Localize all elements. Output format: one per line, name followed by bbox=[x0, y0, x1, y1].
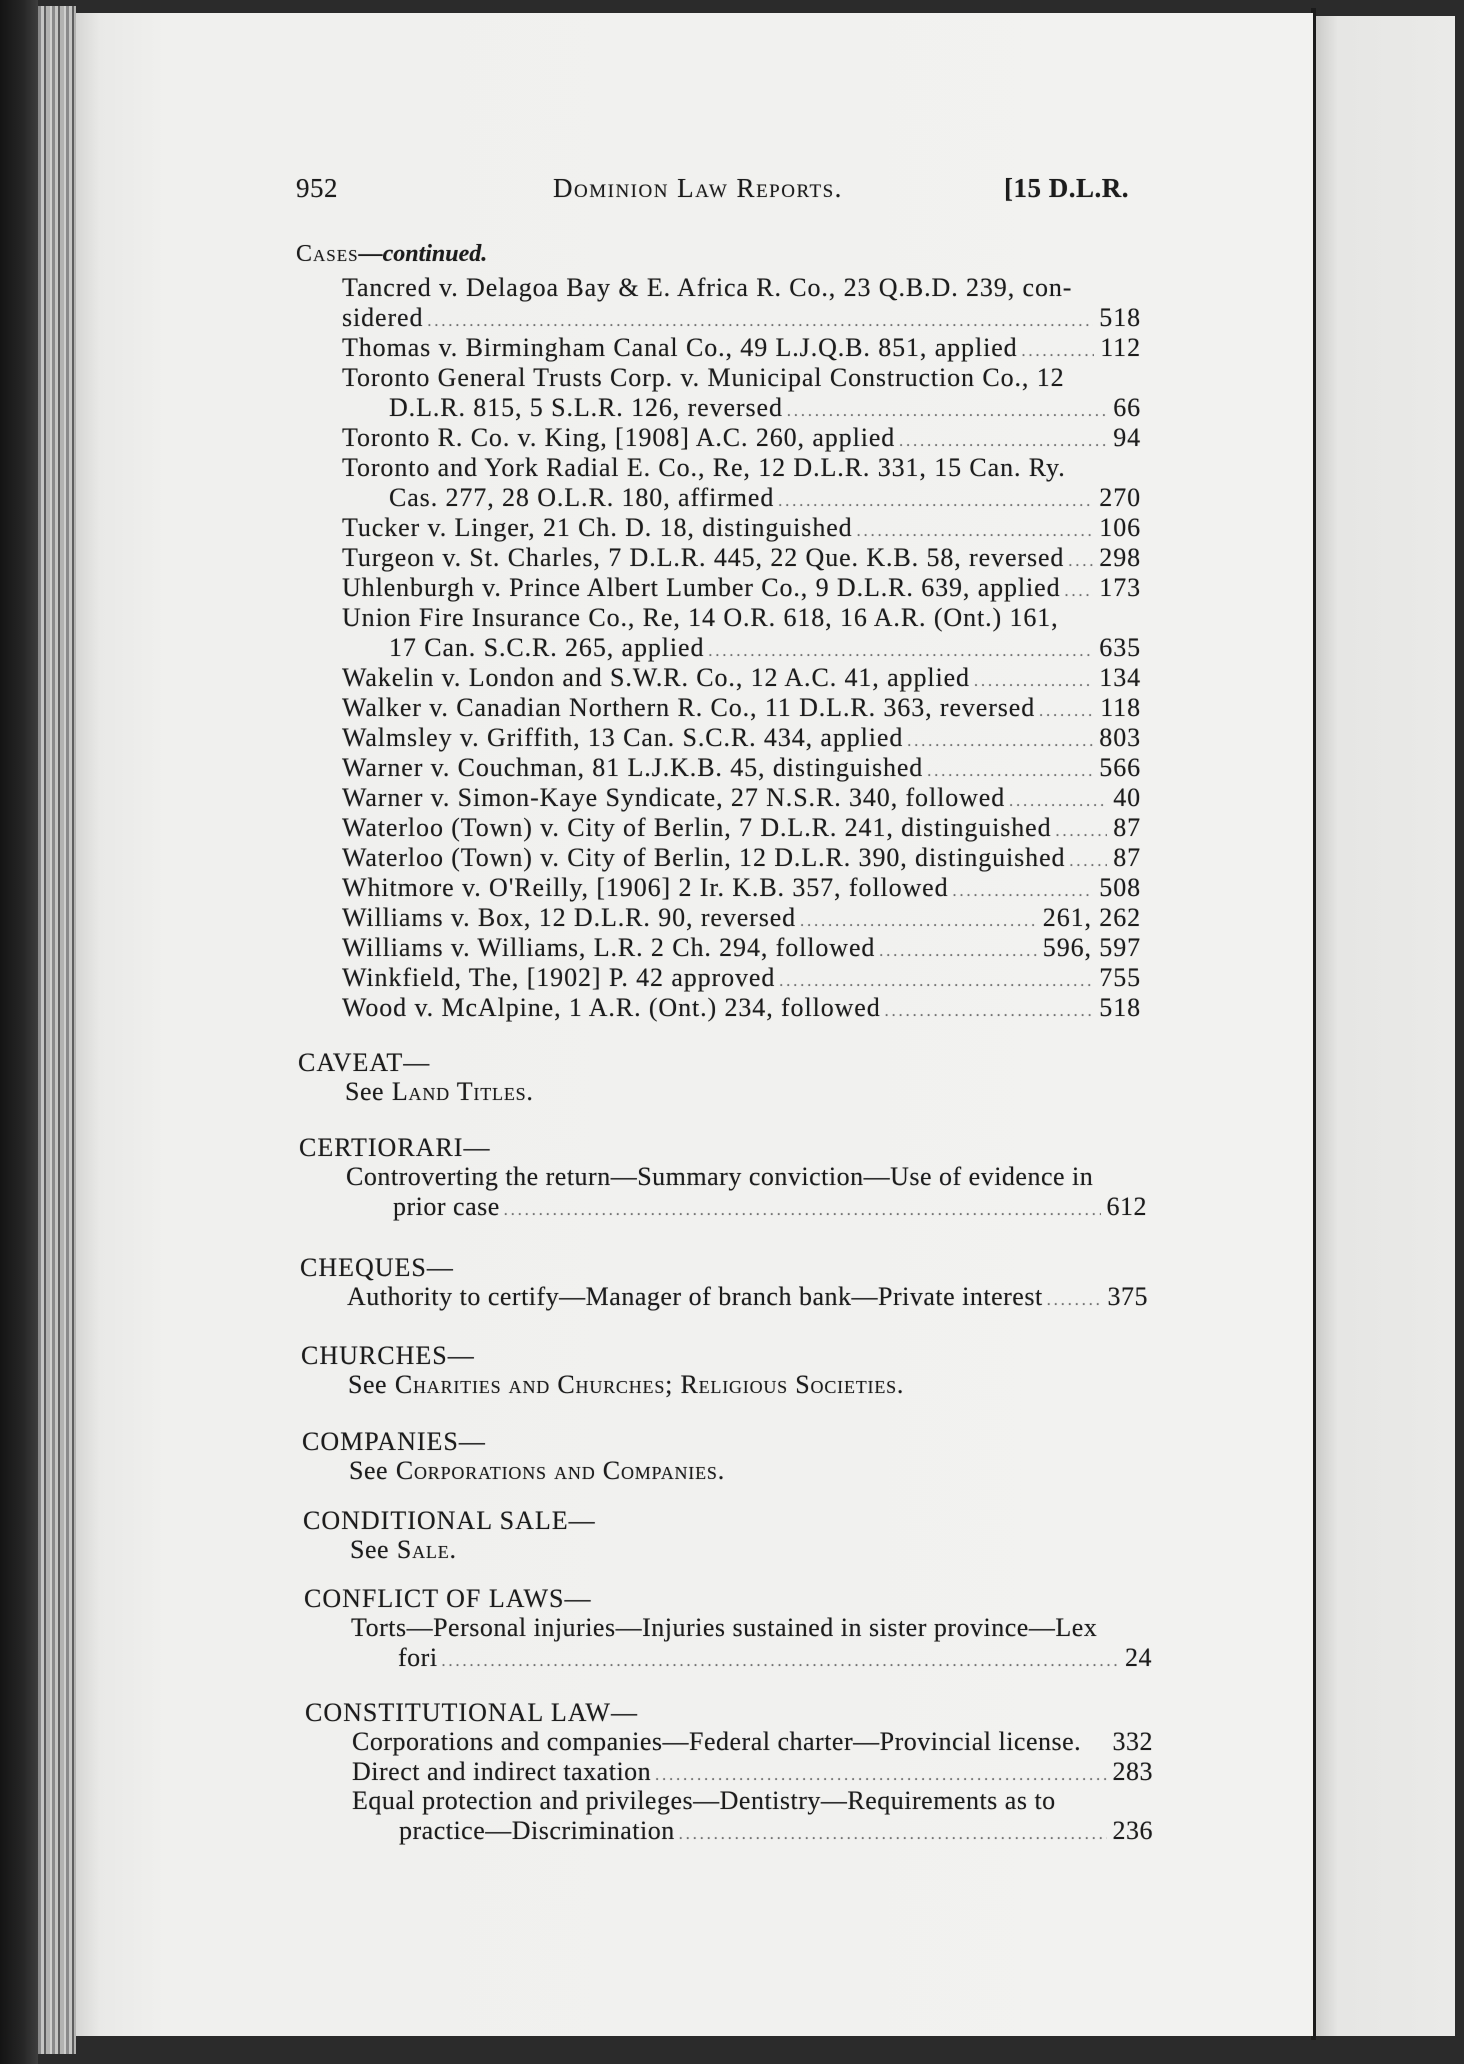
case-citation: Thomas v. Birmingham Canal Co., 49 L.J.Q.B. 851, applied bbox=[342, 333, 1018, 362]
case-citation-continuation bbox=[342, 633, 1141, 663]
dot-leader bbox=[1065, 577, 1094, 607]
case-citation: Walmsley v. Griffith, 13 Can. S.C.R. 434, applied bbox=[342, 723, 904, 752]
page-reference: 261, 262 bbox=[1042, 903, 1141, 932]
case-entry bbox=[342, 963, 1141, 993]
page-reference: 283 bbox=[1112, 1756, 1153, 1786]
see-reference: Charities and Churches; Religious Societies. bbox=[394, 1370, 905, 1399]
dot-leader bbox=[1068, 547, 1093, 577]
page-reference: 236 bbox=[1112, 1815, 1153, 1845]
case-citation: Wakelin v. London and S.W.R. Co., 12 A.C. 41, applied bbox=[342, 663, 970, 692]
case-list bbox=[342, 273, 1141, 1023]
dot-leader bbox=[679, 1820, 1107, 1850]
continued-label: —continued. bbox=[358, 241, 488, 267]
index-section-cheques bbox=[300, 1254, 1148, 1312]
page-number: 952 bbox=[296, 173, 338, 203]
case-entry bbox=[342, 933, 1141, 963]
case-citation-text: D.L.R. 815, 5 S.L.R. 126, reversed bbox=[389, 393, 783, 422]
see-also-line bbox=[298, 1077, 1146, 1107]
index-section-conflict-of-laws bbox=[304, 1585, 1152, 1672]
case-entry bbox=[342, 753, 1141, 783]
index-section-companies bbox=[302, 1428, 1150, 1486]
page-reference: 508 bbox=[1099, 873, 1141, 902]
page-reference: 755 bbox=[1099, 963, 1141, 992]
case-entry bbox=[342, 663, 1141, 693]
subject-text: Authority to certify—Manager of branch bank—Private interest bbox=[347, 1282, 1043, 1311]
see-label: See bbox=[350, 1535, 390, 1564]
dot-leader bbox=[1039, 697, 1094, 727]
subject-entry bbox=[305, 1727, 1153, 1757]
page-reference: 298 bbox=[1099, 543, 1141, 572]
subject-entry bbox=[304, 1643, 1152, 1673]
case-citation: Toronto and York Radial E. Co., Re, 12 D.L.R. 331, 15 Can. Ry. bbox=[342, 453, 1066, 482]
case-citation: Warner v. Simon-Kaye Syndicate, 27 N.S.R. 340, followed bbox=[342, 783, 1006, 812]
index-section-churches bbox=[301, 1342, 1149, 1400]
cases-heading-label: Cases bbox=[296, 241, 359, 267]
see-also-line bbox=[303, 1535, 1151, 1565]
case-entry bbox=[342, 543, 1141, 573]
section-heading: CAVEAT— bbox=[298, 1048, 431, 1077]
see-also-line bbox=[301, 1370, 1149, 1400]
case-entry bbox=[342, 903, 1141, 933]
section-heading: CHURCHES— bbox=[301, 1341, 475, 1370]
subject-text: prior case bbox=[393, 1191, 500, 1221]
section-heading: CONFLICT OF LAWS— bbox=[304, 1584, 592, 1613]
case-citation: Waterloo (Town) v. City of Berlin, 7 D.L.R. 241, distinguished bbox=[342, 813, 1052, 842]
section-heading: CONSTITUTIONAL LAW— bbox=[305, 1698, 638, 1727]
see-label: See bbox=[348, 1370, 388, 1399]
page-reference: 803 bbox=[1099, 723, 1141, 752]
page-reference: 24 bbox=[1125, 1642, 1152, 1672]
case-citation-continuation bbox=[342, 393, 1141, 423]
case-entry bbox=[342, 723, 1141, 753]
page-reference: 596, 597 bbox=[1042, 933, 1141, 962]
subject-text: Controverting the return—Summary conviction—Use of evidence in bbox=[346, 1162, 1094, 1191]
case-citation-text: Cas. 277, 28 O.L.R. 180, affirmed bbox=[389, 483, 775, 512]
page-reference: 94 bbox=[1113, 423, 1141, 452]
page-reference: 87 bbox=[1113, 843, 1141, 872]
case-citation-continuation bbox=[342, 303, 1141, 333]
case-citation: Toronto General Trusts Corp. v. Municipal Construction Co., 12 bbox=[342, 363, 1065, 392]
dot-leader bbox=[504, 1196, 1101, 1226]
case-citation: Williams v. Box, 12 D.L.R. 90, reversed bbox=[342, 903, 797, 932]
page-reference: 118 bbox=[1100, 693, 1141, 722]
case-entry bbox=[342, 573, 1141, 603]
volume-reference: [15 D.L.R. bbox=[1004, 173, 1129, 203]
subject-text: practice—Discrimination bbox=[399, 1815, 675, 1845]
case-citation: Turgeon v. St. Charles, 7 D.L.R. 445, 22 Que. K.B. 58, reversed bbox=[342, 543, 1065, 572]
case-citation: Union Fire Insurance Co., Re, 14 O.R. 618, 16 A.R. (Ont.) 161, bbox=[342, 603, 1059, 632]
case-citation: Wood v. McAlpine, 1 A.R. (Ont.) 234, followed bbox=[342, 993, 881, 1022]
index-section-caveat bbox=[298, 1049, 1146, 1107]
case-entry bbox=[342, 993, 1141, 1023]
index-section-constitutional-law bbox=[305, 1699, 1153, 1845]
subject-text: Torts—Personal injuries—Injuries sustained in sister province—Lex bbox=[351, 1613, 1098, 1642]
page-reference: 87 bbox=[1113, 813, 1141, 842]
cases-heading bbox=[296, 239, 487, 269]
page-reference: 332 bbox=[1112, 1727, 1153, 1756]
page-reference: 173 bbox=[1099, 573, 1141, 602]
subject-text: fori bbox=[398, 1642, 438, 1672]
case-entry bbox=[342, 363, 1141, 423]
page-reference: 375 bbox=[1107, 1282, 1148, 1311]
case-citation: Uhlenburgh v. Prince Albert Lumber Co., 9 D.L.R. 639, applied bbox=[342, 573, 1061, 602]
page-reference: 270 bbox=[1099, 483, 1141, 512]
page-reference: 518 bbox=[1099, 993, 1141, 1022]
case-entry bbox=[342, 453, 1141, 513]
case-citation-text: sidered bbox=[342, 303, 424, 332]
dot-leader bbox=[1047, 1286, 1102, 1316]
dot-leader bbox=[885, 997, 1094, 1027]
running-title: Dominion Law Reports. bbox=[553, 173, 843, 203]
case-entry bbox=[342, 333, 1141, 363]
book-binding bbox=[0, 0, 38, 2064]
page-reference: 612 bbox=[1106, 1191, 1147, 1221]
case-entry bbox=[342, 843, 1141, 873]
case-citation-continuation bbox=[342, 483, 1141, 513]
dot-leader bbox=[879, 937, 1037, 967]
subject-text: Corporations and companies—Federal charter—Provincial license. bbox=[352, 1727, 1082, 1756]
case-citation: Winkfield, The, [1902] P. 42 approved bbox=[342, 963, 776, 992]
case-entry bbox=[342, 603, 1141, 663]
case-citation: Warner v. Couchman, 81 L.J.K.B. 45, distinguished bbox=[342, 753, 924, 782]
case-entry bbox=[342, 783, 1141, 813]
subject-entry bbox=[300, 1282, 1148, 1312]
dot-leader bbox=[907, 727, 1093, 757]
case-citation: Tucker v. Linger, 21 Ch. D. 18, distinguished bbox=[342, 513, 853, 542]
page-reference: 112 bbox=[1100, 333, 1141, 362]
page-reference: 66 bbox=[1113, 393, 1141, 422]
case-citation: Williams v. Williams, L.R. 2 Ch. 294, followed bbox=[342, 933, 876, 962]
case-entry bbox=[342, 273, 1141, 333]
case-citation: Toronto R. Co. v. King, [1908] A.C. 260, applied bbox=[342, 423, 896, 452]
subject-text: Direct and indirect taxation bbox=[352, 1756, 652, 1786]
book-page bbox=[76, 13, 1313, 2036]
see-reference: Sale. bbox=[396, 1535, 457, 1564]
index-section-certiorari bbox=[299, 1134, 1147, 1221]
subject-text: Equal protection and privileges—Dentistry—Requirements as to bbox=[352, 1786, 1056, 1815]
subject-entry bbox=[305, 1816, 1153, 1846]
section-heading: CERTIORARI— bbox=[299, 1133, 491, 1162]
subject-entry bbox=[299, 1192, 1147, 1222]
case-entry bbox=[342, 693, 1141, 723]
page-reference: 635 bbox=[1099, 633, 1141, 662]
case-entry bbox=[342, 813, 1141, 843]
dot-leader bbox=[442, 1647, 1119, 1677]
case-entry bbox=[342, 423, 1141, 453]
page-reference: 134 bbox=[1099, 663, 1141, 692]
see-reference: Corporations and Companies. bbox=[395, 1456, 726, 1485]
page-reference: 40 bbox=[1113, 783, 1141, 812]
case-citation: Tancred v. Delagoa Bay & E. Africa R. Co., 23 Q.B.D. 239, con- bbox=[342, 273, 1073, 302]
case-entry bbox=[342, 873, 1141, 903]
case-citation-text: 17 Can. S.C.R. 265, applied bbox=[389, 633, 705, 662]
case-citation: Waterloo (Town) v. City of Berlin, 12 D.L.R. 390, distinguished bbox=[342, 843, 1066, 872]
page-edges bbox=[38, 6, 76, 2054]
case-citation: Whitmore v. O'Reilly, [1906] 2 Ir. K.B. 357, followed bbox=[342, 873, 949, 902]
subject-entry bbox=[305, 1757, 1153, 1787]
facing-page bbox=[1316, 16, 1455, 2036]
see-label: See bbox=[349, 1456, 389, 1485]
page-reference: 518 bbox=[1099, 303, 1141, 332]
section-heading: COMPANIES— bbox=[302, 1427, 486, 1456]
page-reference: 106 bbox=[1099, 513, 1141, 542]
case-entry bbox=[342, 513, 1141, 543]
see-reference: Land Titles. bbox=[391, 1077, 534, 1106]
section-heading: CHEQUES— bbox=[300, 1253, 454, 1282]
section-heading: CONDITIONAL SALE— bbox=[303, 1506, 596, 1535]
page-reference: 566 bbox=[1099, 753, 1141, 782]
index-section-conditional-sale bbox=[303, 1507, 1151, 1565]
see-also-line bbox=[302, 1456, 1150, 1486]
see-label: See bbox=[345, 1077, 385, 1106]
case-citation: Walker v. Canadian Northern R. Co., 11 D.L.R. 363, reversed bbox=[342, 693, 1036, 722]
